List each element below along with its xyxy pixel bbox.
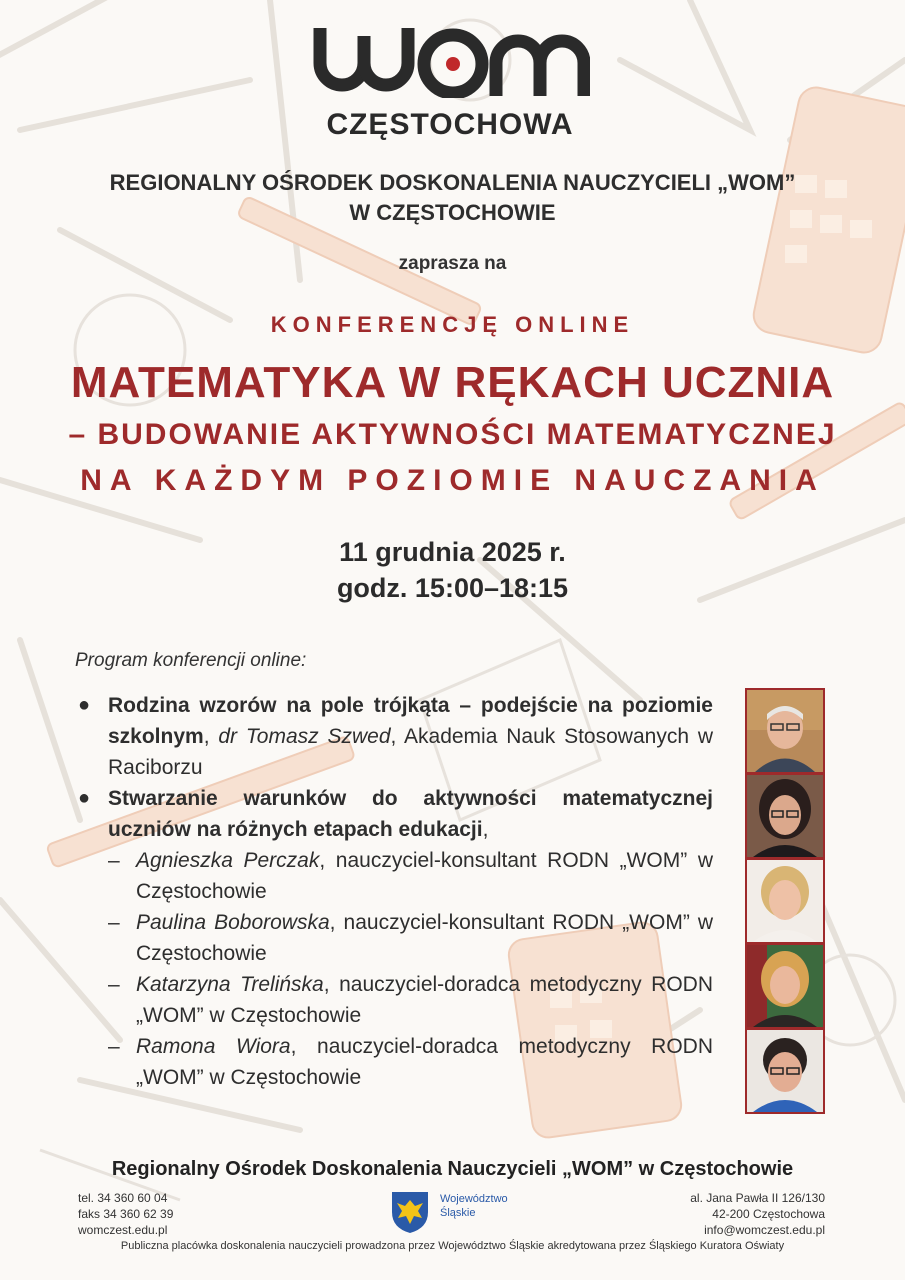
event-time: godz. 15:00–18:15 xyxy=(336,573,569,603)
conference-title-line3: NA KAŻDYM POZIOMIE NAUCZANIA xyxy=(80,464,825,497)
invites-text: zaprasza na xyxy=(398,253,507,274)
footer-contact xyxy=(78,1190,173,1238)
bullet-icon: ● xyxy=(78,787,91,809)
dash-icon: – xyxy=(108,849,120,872)
wom-wordmark-graphic xyxy=(310,28,590,98)
program-heading: Program konferencji online: xyxy=(75,650,307,671)
speaker-entry: – Paulina Boborowska, nauczyciel-konsultant RODN „WOM” w Częstochowie xyxy=(78,907,713,969)
footer-address xyxy=(690,1190,825,1238)
program-item: ● Rodzina wzorów na pole trójkąta – podejście na poziomie szkolnym, dr Tomasz Szwed, Akademia Nauk Stosowanych w Raciborzu xyxy=(78,690,713,783)
speaker-role: nauczyciel-konsultant RODN „WOM” w Częstochowie xyxy=(136,911,714,965)
voivodeship-line1: Województwo xyxy=(440,1193,508,1205)
organizer-line1: REGIONALNY OŚRODEK DOSKONALENIA NAUCZYCIELI „WOM” xyxy=(109,170,796,195)
footer-phone: tel. 34 360 60 04 xyxy=(78,1191,168,1205)
dash-icon: – xyxy=(108,973,120,996)
speaker-role: nauczyciel-doradca metodyczny RODN „WOM” w Częstochowie xyxy=(136,973,713,1027)
event-date: 11 grudnia 2025 r. xyxy=(339,537,566,567)
speaker-photo xyxy=(747,690,823,772)
speaker-photos xyxy=(745,688,825,1114)
footer-street: al. Jana Pawła II 126/130 xyxy=(690,1191,825,1205)
wom-logo xyxy=(300,28,600,140)
program-list xyxy=(78,690,713,1093)
speaker-entry: – Ramona Wiora, nauczyciel-doradca metodyczny RODN „WOM” w Częstochowie xyxy=(78,1031,713,1093)
logo-city: CZĘSTOCHOWA xyxy=(326,108,574,141)
speaker-name: Katarzyna Trelińska xyxy=(136,973,324,996)
speaker-photo xyxy=(747,1030,823,1112)
speaker-photo xyxy=(747,860,823,942)
talk-title: Rodzina wzorów na pole trójkąta – podejście na poziomie szkolnym xyxy=(108,694,713,748)
speaker-affiliation: Akademia Nauk Stosowanych w Raciborzu xyxy=(108,725,713,779)
eagle-coat-of-arms-icon xyxy=(388,1190,432,1234)
talk-title: Stwarzanie warunków do aktywności matematycznej uczniów na różnych etapach edukacji xyxy=(108,787,713,841)
organizer-line2: W CZĘSTOCHOWIE xyxy=(349,200,556,225)
speaker-name: Ramona Wiora xyxy=(136,1035,291,1058)
footer-email[interactable]: info@womczest.edu.pl xyxy=(704,1223,825,1237)
organizer-title xyxy=(40,168,865,228)
footer-fax: faks 34 360 62 39 xyxy=(78,1207,174,1221)
dash-icon: – xyxy=(108,1035,120,1058)
footer-city: 42-200 Częstochowa xyxy=(712,1207,825,1221)
footer-title: Regionalny Ośrodek Doskonalenia Nauczycieli „WOM” w Częstochowie xyxy=(111,1158,794,1180)
program-item: ● Stwarzanie warunków do aktywności matematycznej uczniów na różnych etapach edukacji, xyxy=(78,783,713,845)
footer-note: Publiczna placówka doskonalenia nauczycieli prowadzona przez Województwo Śląskie akredytowana przez Śląskiego Kuratora Oświaty xyxy=(120,1240,785,1252)
speaker-role: nauczyciel-doradca metodyczny RODN „WOM” w Częstochowie xyxy=(136,1035,713,1089)
speaker-entry: – Agnieszka Perczak, nauczyciel-konsultant RODN „WOM” w Częstochowie xyxy=(78,845,713,907)
footer-website[interactable]: womczest.edu.pl xyxy=(78,1223,168,1237)
speaker-photo xyxy=(747,775,823,857)
event-datetime xyxy=(0,534,905,606)
speaker-name: Agnieszka Perczak xyxy=(136,849,320,872)
conference-title-line1: MATEMATYKA W RĘKACH UCZNIA xyxy=(70,358,835,407)
bullet-icon: ● xyxy=(78,694,91,716)
speaker-entry: – Katarzyna Trelińska, nauczyciel-doradca metodyczny RODN „WOM” w Częstochowie xyxy=(78,969,713,1031)
voivodeship-logo xyxy=(388,1190,538,1234)
voivodeship-line2: Śląskie xyxy=(440,1207,476,1219)
dash-icon: – xyxy=(108,911,120,934)
speaker-role: nauczyciel-konsultant RODN „WOM” w Częstochowie xyxy=(136,849,713,903)
conference-label: KONFERENCJĘ ONLINE xyxy=(270,312,635,337)
speaker-name: Paulina Boborowska xyxy=(136,911,330,934)
speaker-name: dr Tomasz Szwed xyxy=(218,725,391,748)
speaker-photo xyxy=(747,945,823,1027)
conference-title-line2: – BUDOWANIE AKTYWNOŚCI MATEMATYCZNEJ xyxy=(68,418,837,451)
